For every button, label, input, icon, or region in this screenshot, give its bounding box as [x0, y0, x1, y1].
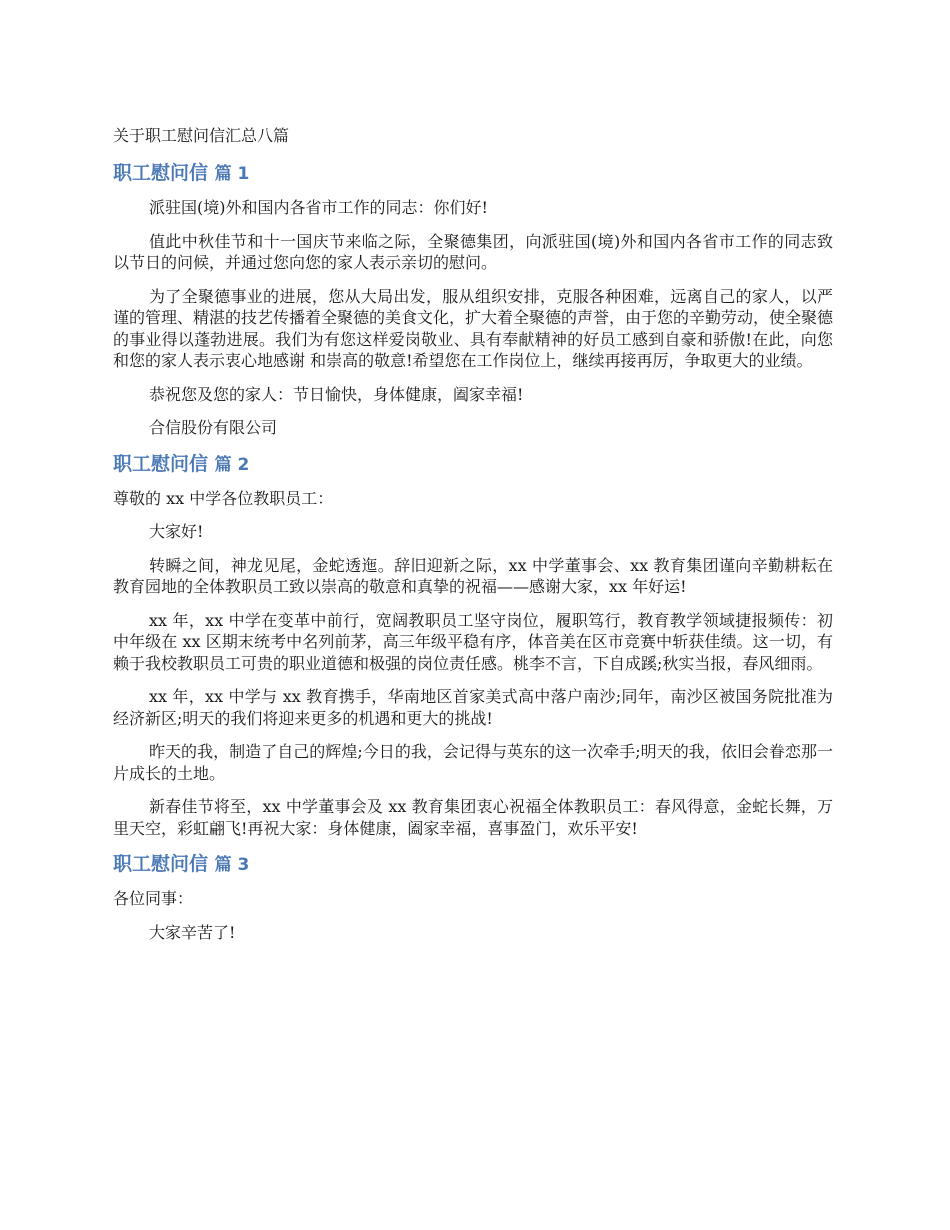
signature-company: 合信股份有限公司	[149, 418, 278, 437]
section-heading-number: 篇 2	[214, 454, 250, 475]
paragraph: 大家辛苦了!	[149, 922, 236, 942]
document-page	[113, 124, 833, 955]
section-heading-number: 篇 1	[214, 164, 250, 184]
paragraph: xx 年，xx 中学在变革中前行，宽阔教职员工坚守岗位，履职笃行，教育教学领域捷报频传：初中年级在 xx 区期末统考中名列前茅，高三年级平稳有序，体音美在区市竞赛中斩获佳绩。这一切，有赖于我校教职员工可贵的职业道德和极强的岗位责任感。桃李不言，下自成蹊;秋实当报，春风细雨。	[113, 610, 833, 673]
paragraph: xx 年，xx 中学与 xx 教育携手，华南地区首家美式高中落户南沙;同年，南沙区被国务院批准为经济新区;明天的我们将迎来更多的机遇和更大的挑战!	[113, 687, 833, 728]
section-heading-1	[113, 160, 833, 187]
paragraph: 大家好!	[149, 522, 204, 541]
section-heading-2	[113, 451, 833, 478]
paragraph: 值此中秋佳节和十一国庆节来临之际，全聚德集团，向派驻国(境)外和国内各省市工作的同志致以节日的问候，并通过您向您的家人表示亲切的慰问。	[113, 231, 833, 272]
section-heading-text: 职工慰问信	[113, 452, 209, 475]
paragraph: 昨天的我，制造了自己的辉煌;今日的我，会记得与英东的这一次牵手;明天的我，依旧会眷恋那一片成长的土地。	[113, 742, 833, 783]
section-heading-number: 篇 3	[214, 855, 250, 875]
paragraph: 转瞬之间，神龙见尾，金蛇透迤。辞旧迎新之际，xx 中学董事会、xx 教育集团谨向辛勤耕耘在教育园地的全体教职员工致以崇高的敬意和真挚的祝福——感谢大家，xx 年好运!	[113, 555, 833, 596]
document-title: 关于职工慰问信汇总八篇	[113, 126, 290, 145]
salutation: 尊敬的 xx 中学各位教职员工：	[113, 488, 334, 508]
section-heading-text: 职工慰问信	[113, 162, 209, 184]
section-heading-3	[113, 851, 833, 878]
salutation: 各位同事：	[113, 889, 194, 908]
paragraph: 派驻国(境)外和国内各省市工作的同志：你们好!	[149, 198, 488, 217]
section-heading-text: 职工慰问信	[113, 853, 209, 875]
paragraph: 为了全聚德事业的进展，您从大局出发，服从组织安排，克服各种困难，远离自己的家人，以严谨的管理、精湛的技艺传播着全聚德的美食文化，扩大着全聚德的声誉，由于您的辛勤劳动，使全聚德的事业得以蓬勃进展。我们为有您这样爱岗敬业、具有奉献精神的好员工感到自豪和骄傲!在此，向您和您的家人表示衷心地感谢 和崇高的敬意!希望您在工作岗位上，继续再接再厉，争取更大的业绩。	[113, 286, 834, 370]
paragraph: 新春佳节将至，xx 中学董事会及 xx 教育集团衷心祝福全体教职员工：春风得意，金蛇长舞，万里天空，彩虹翩飞!再祝大家：身体健康，阖家幸福，喜事盈门，欢乐平安!	[113, 797, 833, 838]
paragraph: 恭祝您及您的家人：节日愉快，身体健康，阖家幸福!	[149, 384, 524, 404]
